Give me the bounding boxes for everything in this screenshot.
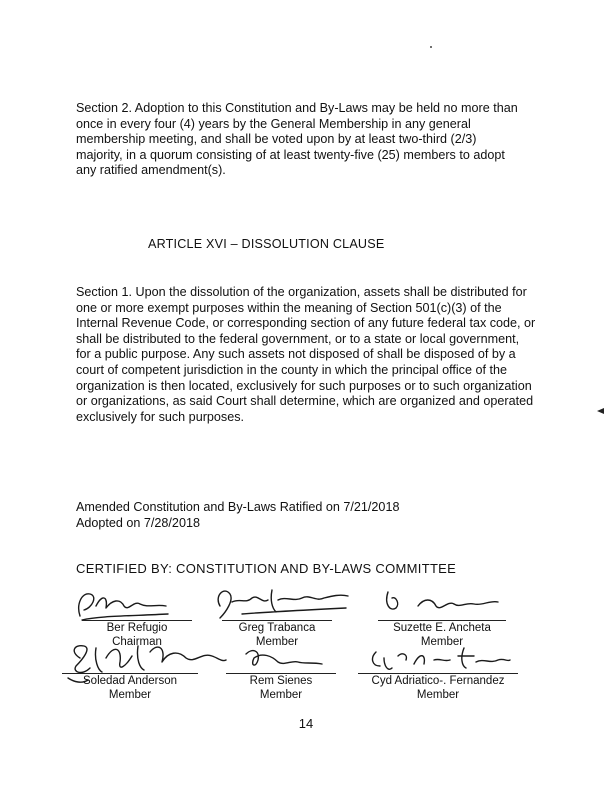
signatory-name: Greg Trabanca (238, 622, 316, 634)
signatory-role: Member (259, 689, 303, 701)
ratification-block (76, 499, 399, 531)
signatory-block (62, 673, 198, 702)
article-heading: ARTICLE XVI – DISSOLUTION CLAUSE (148, 237, 385, 251)
signatory-role: Member (416, 689, 460, 701)
margin-mark (597, 408, 604, 414)
page-number: 14 (298, 716, 314, 731)
signatory-role: Chairman (112, 636, 162, 648)
signature-suzette-ancheta (378, 584, 508, 624)
signatory-role: Member (255, 636, 299, 648)
section-1-paragraph: Section 1. Upon the dissolution of the organization, assets shall be distributed for one or more exempt purposes within the meaning of Section 501(c)(3) of the Internal Revenue Code, or corresponding section of any future federal tax code, or shall be distributed to the federal government, or to a state or local government, for a public purpose. Any such assets not disposed of shall be disposed of by a court of competent jurisdiction in the county in which the principal office of the organization is then located, exclusively for such purposes or to such organization or organizations, as said Court shall determine, which are organized and operated exclusively for such purposes. (76, 285, 536, 424)
signatory-block (358, 673, 518, 702)
signatory-block (226, 673, 336, 702)
section-2-paragraph: Section 2. Adoption to this Constitution and By-Laws may be held no more than once in every four (4) years by the General Membership in any general membership meeting, and shall be voted upon by at least two-third (2/3) majority, in a quorum consisting of at least twenty-five (25) members to adopt any ratified amendment(s). (76, 101, 518, 178)
signatory-block (378, 620, 506, 649)
signatory-role: Member (420, 636, 464, 648)
signatory-block (222, 620, 332, 649)
signatory-name: Soledad Anderson (83, 675, 177, 687)
ratified-line: Amended Constitution and By-Laws Ratified on 7/21/2018 (76, 500, 400, 514)
signatory-name: Suzette E. Ancheta (393, 622, 491, 634)
adopted-line: Adopted on 7/28/2018 (76, 516, 200, 530)
signatory-block (82, 620, 192, 649)
signatory-name: Ber Refugio (106, 622, 168, 634)
certified-by-heading: CERTIFIED BY: CONSTITUTION AND BY-LAWS COMMITTEE (76, 561, 457, 576)
signatory-name: Rem Sienes (249, 675, 313, 687)
signatory-role: Member (108, 689, 152, 701)
signatory-name: Cyd Adriatico-. Fernandez (371, 675, 505, 687)
scan-speck (430, 46, 432, 48)
